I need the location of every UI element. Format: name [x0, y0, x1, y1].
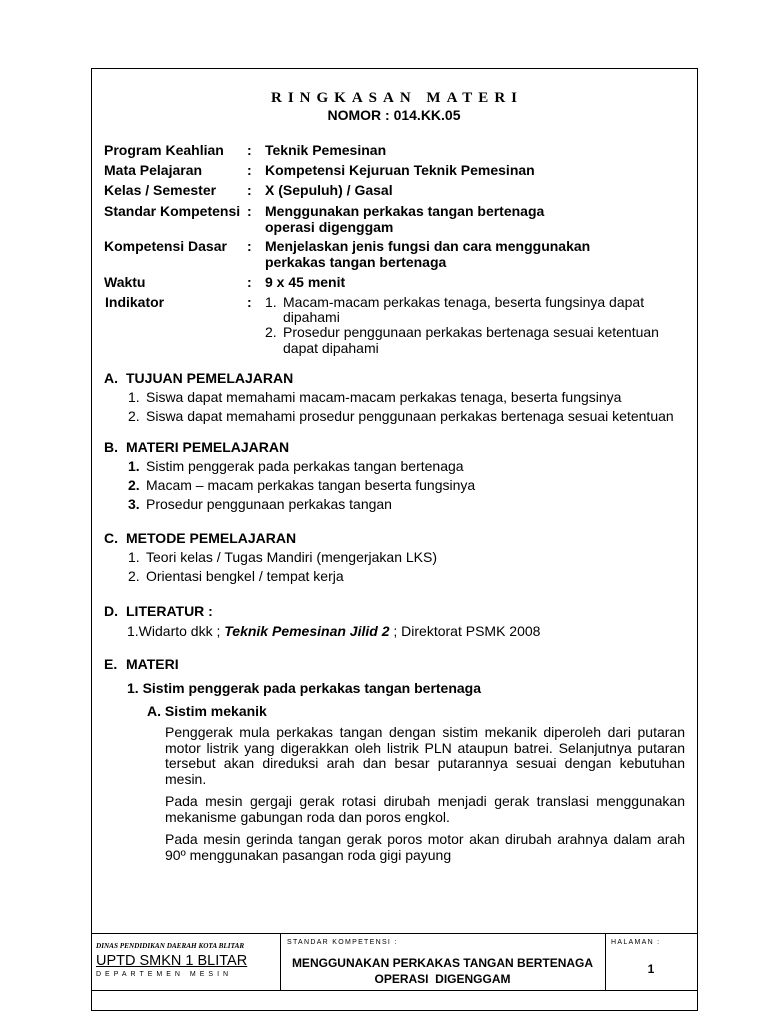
section-title: METODE PEMELAJARAN [126, 530, 297, 546]
field-value-standar-kompetensi: Menggunakan perkakas tangan bertenaga [265, 203, 545, 219]
footer-competency-line: MENGGUNAKAN PERKAKAS TANGAN BERTENAGA [291, 956, 594, 970]
reference-author: 1.Widarto dkk ; [127, 623, 225, 639]
field-label-kelas-semester: Kelas / Semester [104, 182, 217, 198]
field-colon: : [247, 238, 252, 254]
section-letter: A. [104, 370, 118, 386]
footer-competency-line: OPERASI DIGENGGAM [374, 972, 511, 986]
reference-book-title: Teknik Pemesinan Jilid 2 [224, 623, 390, 639]
field-label-kompetensi-dasar: Kompetensi Dasar [104, 238, 227, 254]
list-item: Siswa dapat memahami macam-macam perkakas tenaga, beserta fungsinya [146, 389, 622, 405]
field-value-waktu: 9 x 45 menit [265, 274, 346, 290]
paragraph-line: mekanisme gabungan roda dan poros engkol. [165, 808, 450, 825]
paragraph-line: motor listrik yang digerakkan oleh listrik PLN ataupun batrei. Selanjutnya putaran [165, 739, 685, 756]
field-value-kompetensi-dasar-cont: perkakas tangan bertenaga [265, 254, 447, 270]
footer-page-label: HALAMAN : [611, 939, 661, 946]
indikator-item-text: Macam-macam perkakas tenaga, beserta fungsinya dapat [283, 294, 645, 310]
list-item-number: 1. [128, 549, 140, 565]
subsection-heading: 1. Sistim penggerak pada perkakas tangan bertenaga [127, 680, 482, 696]
field-colon: : [247, 162, 252, 178]
field-label-mata-pelajaran: Mata Pelajaran [104, 162, 203, 178]
footer-bottom-rule [91, 990, 698, 991]
document-number: NOMOR : 014.KK.05 [327, 107, 461, 123]
field-value-mata-pelajaran: Kompetensi Kejuruan Teknik Pemesinan [265, 162, 535, 178]
list-item: Prosedur penggunaan perkakas tangan [146, 496, 392, 512]
paragraph-line: mesin. [165, 771, 207, 788]
field-value-program-keahlian: Teknik Pemesinan [265, 142, 387, 158]
list-item-number: 1. [128, 389, 140, 405]
footer-competency-label: STANDAR KOMPETENSI : [287, 939, 398, 946]
list-item: Orientasi bengkel / tempat kerja [146, 568, 344, 584]
field-colon: : [247, 203, 252, 219]
footer-department: DEPARTEMEN MESIN [96, 971, 233, 978]
paragraph [165, 832, 685, 863]
field-label-indikator: Indikator [105, 294, 165, 310]
footer-agency: DINAS PENDIDIKAN DAERAH KOTA BLITAR [96, 942, 245, 950]
field-value-kompetensi-dasar: Menjelaskan jenis fungsi dan cara menggunakan [265, 238, 591, 254]
indikator-item-text-cont: dipahami [283, 309, 340, 325]
indikator-item-number: 2. [265, 324, 277, 340]
paragraph-line: Penggerak mula perkakas tangan dengan sistim mekanik diperoleh dari putaran [165, 724, 685, 740]
field-colon: : [247, 274, 252, 290]
field-colon: : [247, 142, 252, 158]
section-letter: C. [104, 530, 118, 546]
literature-reference [127, 623, 540, 639]
document-title: RINGKASAN MATERI [271, 90, 523, 106]
section-title: MATERI PEMELAJARAN [126, 439, 290, 455]
list-item-number: 2. [128, 408, 140, 424]
paragraph-line: Pada mesin gergaji gerak rotasi dirubah menjadi gerak translasi menggunakan [165, 793, 685, 809]
footer-page-number: 1 [647, 962, 655, 976]
list-item: Sistim penggerak pada perkakas tangan bertenaga [146, 458, 464, 474]
list-item-number: 2. [128, 477, 140, 493]
indikator-item-text-cont: dapat dipahami [283, 340, 379, 356]
section-title: MATERI [126, 656, 179, 672]
paragraph [165, 725, 685, 788]
field-label-standar-kompetensi: Standar Kompetensi [104, 203, 241, 219]
paragraph-line: tersebut akan direduksi arah dan besar putarannya sesuai dengan kebutuhan [165, 755, 685, 772]
footer-school: UPTD SMKN 1 BLITAR [96, 953, 248, 969]
field-colon: : [247, 182, 252, 198]
field-value-standar-kompetensi-cont: operasi digenggam [265, 219, 394, 235]
reference-publisher: ; Direktorat PSMK 2008 [389, 623, 541, 639]
list-item: Siswa dapat memahami prosedur penggunaan perkakas bertenaga sesuai ketentuan [146, 408, 674, 424]
list-item-number: 2. [128, 568, 140, 584]
paragraph [165, 794, 685, 825]
section-letter: E. [104, 656, 118, 672]
indikator-item-text: Prosedur penggunaan perkakas bertenaga sesuai ketentuan [283, 324, 659, 340]
paragraph-line: 90º menggunakan pasangan roda gigi payung [165, 846, 452, 863]
footer-top-rule [91, 933, 698, 934]
paragraph-line: Pada mesin gerinda tangan gerak poros motor akan dirubah arahnya dalam arah [165, 831, 685, 847]
field-label-program-keahlian: Program Keahlian [104, 142, 224, 158]
list-item: Teori kelas / Tugas Mandiri (mengerjakan LKS) [146, 549, 438, 565]
indikator-item-number: 1. [265, 294, 277, 310]
list-item-number: 1. [128, 458, 140, 474]
field-value-kelas-semester: X (Sepuluh) / Gasal [265, 182, 393, 198]
section-letter: D. [104, 603, 118, 619]
field-label-waktu: Waktu [104, 274, 146, 290]
section-title: LITERATUR : [126, 603, 213, 619]
field-colon: : [247, 294, 252, 310]
subsubsection-heading: A. Sistim mekanik [147, 703, 267, 719]
section-title: TUJUAN PEMELAJARAN [126, 370, 294, 386]
list-item-number: 3. [128, 496, 140, 512]
section-letter: B. [104, 439, 118, 455]
list-item: Macam – macam perkakas tangan beserta fungsinya [146, 477, 476, 493]
